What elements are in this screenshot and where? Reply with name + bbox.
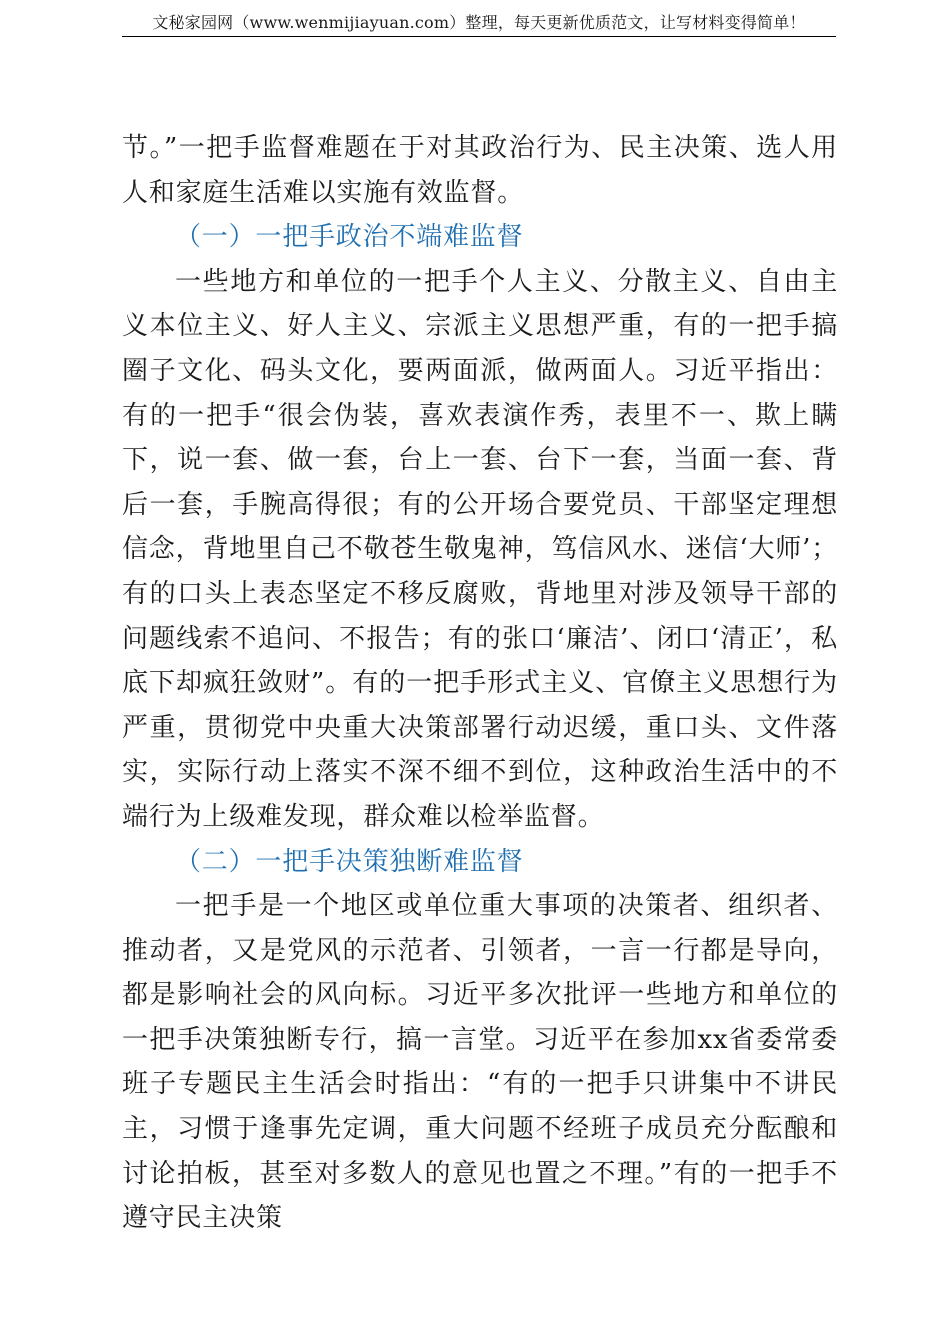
paragraph-political-conduct: 一些地方和单位的一把手个人主义、分散主义、自由主义本位主义、好人主义、宗派主义思想严重，有的一把手搞圈子文化、码头文化，要两面派，做两面人。习近平指出：有的一把手“很会伪装，喜欢表演作秀，表里不一、欺上瞒下，说一套、做一套，台上一套、台下一套，当面一套、背后一套，手腕高得很；有的公开场合要党员、干部坚定理想信念，背地里自己不敬苍生敬鬼神，笃信风水、迷信‘大师’；有的口头上表态坚定不移反腐败，背地里对涉及领导干部的问题线索不追问、不报告；有的张口‘廉洁’、闭口‘清正’，私底下却疯狂敛财”。有的一把手形式主义、官僚主义思想行为严重，贯彻党中央重大决策部署行动迟缓，重口头、文件落实，实际行动上落实不深不细不到位，这种政治生活中的不端行为上级难发现，群众难以检举监督。: [122, 266, 838, 832]
paragraph-decision-making: 一把手是一个地区或单位重大事项的决策者、组织者、推动者，又是党风的示范者、引领者，一言一行都是导向，都是影响社会的风向标。习近平多次批评一些地方和单位的一把手决策独断专行，搞一言堂。习近平在参加xx省委常委班子专题民主生活会时指出：“有的一把手只讲集中不讲民主，习惯于逢事先定调，重大问题不经班子成员充分酝酿和讨论拍板，甚至对多数人的意见也置之不理。”有的一把手不遵守民主决策: [122, 891, 838, 1234]
section-heading-1: （一）一把手政治不端难监督: [175, 222, 524, 253]
header-text: 文秘家园网（www.wenmijiayuan.com）整理，每天更新优质范文，让写材料变得简单！: [152, 13, 806, 32]
page-header: [122, 12, 836, 37]
document-body: [122, 126, 838, 1241]
paragraph-continuation: 节。”一把手监督难题在于对其政治行为、民主决策、选人用人和家庭生活难以实施有效监督。: [122, 133, 838, 208]
section-heading-2: （二）一把手决策独断难监督: [175, 846, 524, 877]
